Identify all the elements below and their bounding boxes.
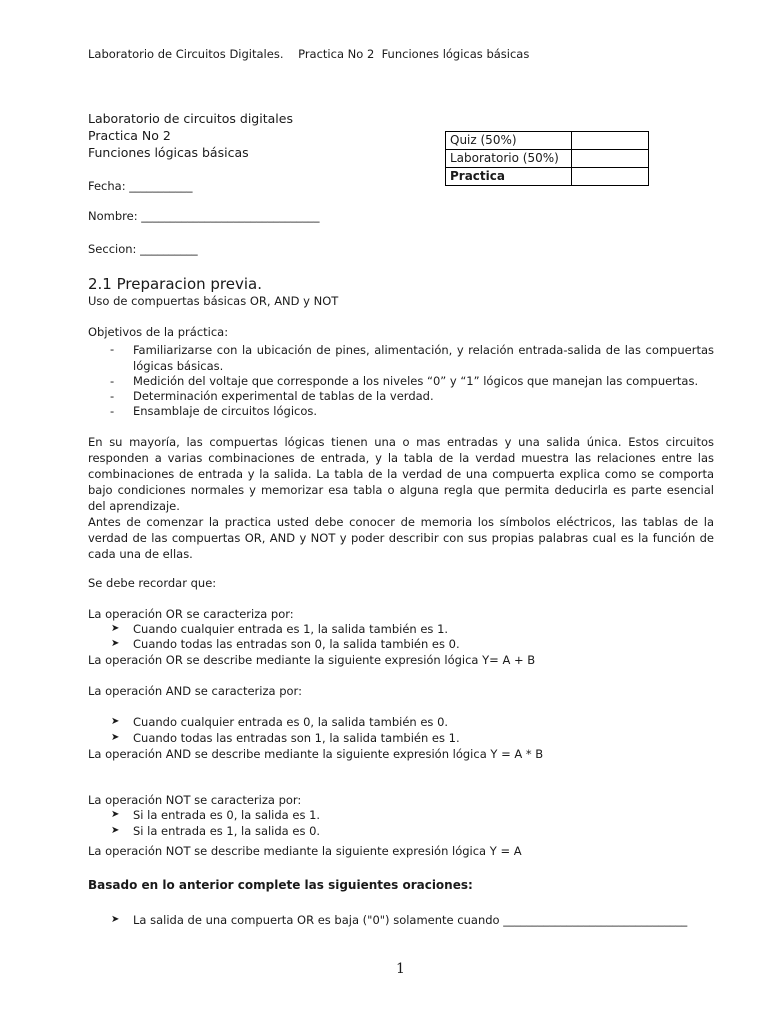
doc-title-line3: Funciones lógicas básicas [88,145,249,160]
arrow-bullet-icon: ➤ [111,825,120,836]
not-expression: La operación NOT se describe mediante la siguiente expresión lógica Y = A [88,844,522,858]
arrow-bullet-icon: ➤ [111,809,120,820]
dash-bullet-icon: - [110,404,115,418]
or-expression: La operación OR se describe mediante la siguiente expresión lógica Y= A + B [88,653,536,667]
grade-row [446,168,649,186]
section-subtitle: Uso de compuertas básicas OR, AND y NOT [88,294,339,308]
and-expression: La operación AND se describe mediante la siguiente expresión lógica Y = A * B [88,747,544,761]
or-rule: Cuando todas las entradas son 0, la salida también es 0. [133,637,460,651]
grade-label: Laboratorio (50%) [446,150,572,168]
grade-label: Practica [446,168,572,186]
arrow-bullet-icon: ➤ [111,914,120,925]
objective-item: Determinación experimental de tablas de la verdad. [133,389,434,403]
objective-item: Ensamblaje de circuitos lógicos. [133,404,318,418]
and-intro: La operación AND se caracteriza por: [88,684,302,698]
objective-item: Medición del voltaje que corresponde a los niveles “0” y “1” lógicos que manejan las compuertas. [133,374,699,388]
grade-value [572,150,649,168]
grade-table [445,131,649,186]
objectives-label: Objetivos de la práctica: [88,325,229,339]
grade-value [572,168,649,186]
and-rule: Cuando cualquier entrada es 0, la salida también es 0. [133,715,449,729]
recall-line: Se debe recordar que: [88,576,217,590]
complete-heading: Basado en lo anterior complete las siguientes oraciones: [88,878,473,892]
not-rule: Si la entrada es 1, la salida es 0. [133,824,321,838]
dash-bullet-icon: - [110,389,115,403]
running-header: Laboratorio de Circuitos Digitales. Practica No 2 Funciones lógicas básicas [88,47,530,61]
and-rule: Cuando todas las entradas son 1, la salida también es 1. [133,731,460,745]
section-heading: 2.1 Preparacion previa. [88,275,263,293]
complete-item: La salida de una compuerta OR es baja ("0") solamente cuando ________________________________ [133,913,688,927]
not-intro: La operación NOT se caracteriza por: [88,793,302,807]
arrow-bullet-icon: ➤ [111,623,120,634]
doc-title-line2: Practica No 2 [88,128,171,143]
arrow-bullet-icon: ➤ [111,638,120,649]
intro-paragraph: En su mayoría, las compuertas lógicas tienen una o mas entradas y una salida única. Estos circuitos responden a varias combinaciones de entrada, y la tabla de la verdad muestra las relaciones entre las combinaciones de entrada y la salida. La tabla de la verdad de una compuerta explica como se comporta bajo condiciones normales y memorizar esa tabla o alguna regla que permita deducirla es parte esencial del aprendizaje. [88,435,714,513]
page-number: 1 [396,961,405,977]
seccion-field: Seccion: __________ [88,242,198,256]
fecha-field: Fecha: ___________ [88,179,193,193]
arrow-bullet-icon: ➤ [111,716,120,727]
dash-bullet-icon: - [110,342,115,356]
grade-row [446,150,649,168]
or-intro: La operación OR se caracteriza por: [88,607,294,621]
arrow-bullet-icon: ➤ [111,732,120,743]
nombre-field: Nombre: _______________________________ [88,209,320,223]
or-rule: Cuando cualquier entrada es 1, la salida también es 1. [133,622,449,636]
grade-value [572,132,649,150]
memorize-paragraph: Antes de comenzar la practica usted debe conocer de memoria los símbolos eléctricos, las tablas de la verdad de las compuertas OR, AND y NOT y poder describir con sus propias palabras cual es la función de cada una de ellas. [88,515,714,561]
not-rule: Si la entrada es 0, la salida es 1. [133,808,321,822]
doc-title-line1: Laboratorio de circuitos digitales [88,111,293,126]
grade-label: Quiz (50%) [446,132,572,150]
grade-row [446,132,649,150]
objective-item: Familiarizarse con la ubicación de pines, alimentación, y relación entrada-salida de las compuertas lógicas básicas. [133,343,714,373]
dash-bullet-icon: - [110,374,115,388]
